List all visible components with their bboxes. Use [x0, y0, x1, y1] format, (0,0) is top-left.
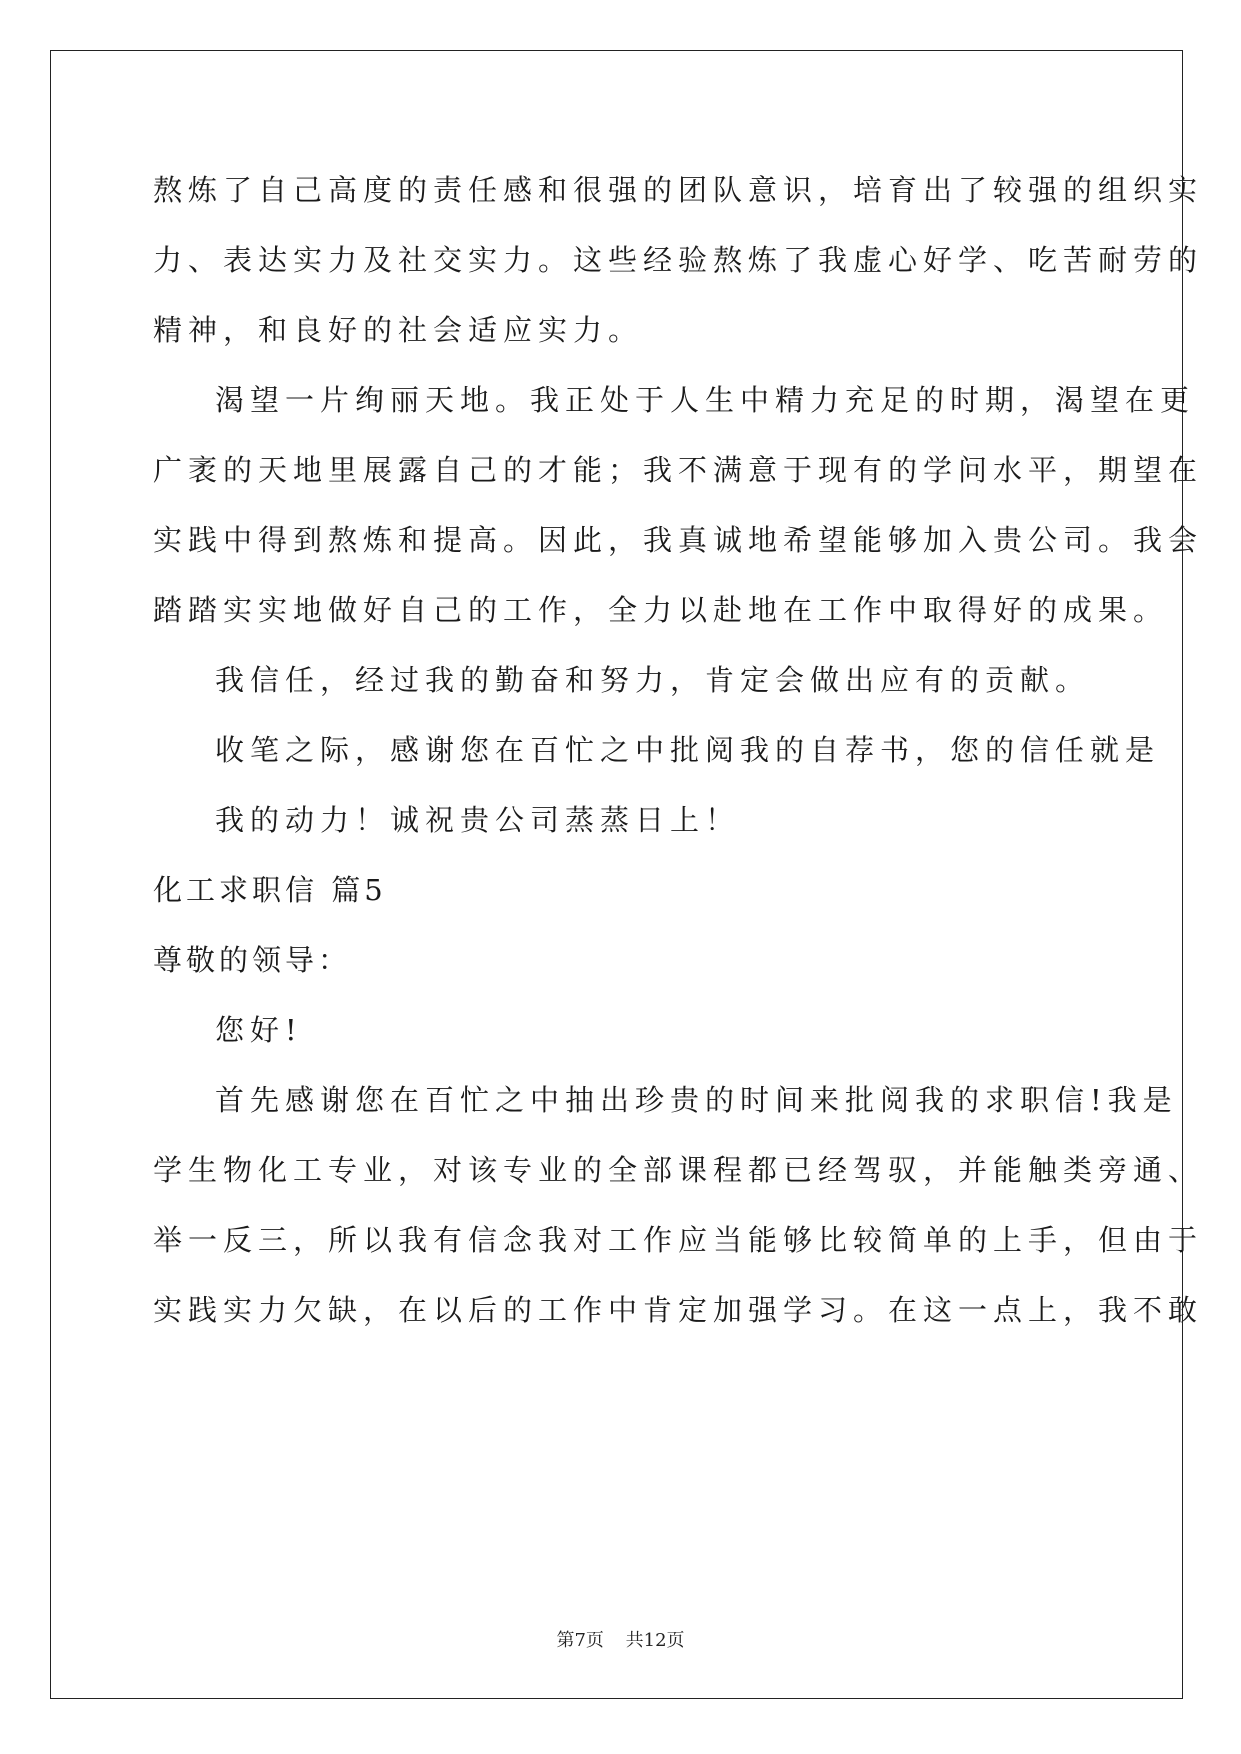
body-line: 精神，和良好的社会适应实力。	[153, 313, 644, 347]
greeting: 您好!	[215, 1013, 303, 1047]
body-line: 实践实力欠缺，在以后的工作中肯定加强学习。在这一点上，我不敢	[153, 1293, 1204, 1327]
body-line: 举一反三，所以我有信念我对工作应当能够比较简单的上手，但由于	[153, 1223, 1204, 1257]
body-line: 收笔之际，感谢您在百忙之中批阅我的自荐书，您的信任就是	[215, 733, 1161, 767]
body-line: 我信任，经过我的勤奋和努力，肯定会做出应有的贡献。	[215, 663, 1091, 697]
page-total: 共12页	[625, 1630, 685, 1651]
body-line: 踏踏实实地做好自己的工作，全力以赴地在工作中取得好的成果。	[153, 593, 1169, 627]
body-line: 广袤的天地里展露自己的才能；我不满意于现有的学问水平，期望在	[153, 453, 1204, 487]
page-footer	[0, 1626, 1241, 1652]
section-heading: 化工求职信 篇5	[153, 873, 387, 907]
body-line: 熬炼了自己高度的责任感和很强的团队意识，培育出了较强的组织实	[153, 173, 1204, 207]
body-line: 力、表达实力及社交实力。这些经验熬炼了我虚心好学、吃苦耐劳的	[153, 243, 1204, 277]
body-line: 学生物化工专业，对该专业的全部课程都已经驾驭，并能触类旁通、	[153, 1153, 1204, 1187]
salutation: 尊敬的领导：	[153, 943, 352, 977]
body-line: 实践中得到熬炼和提高。因此，我真诚地希望能够加入贵公司。我会	[153, 523, 1204, 557]
body-line: 渴望一片绚丽天地。我正处于人生中精力充足的时期，渴望在更	[215, 383, 1196, 417]
body-line: 我的动力！诚祝贵公司蒸蒸日上！	[215, 803, 741, 837]
page-number: 第7页	[556, 1630, 604, 1651]
body-line: 首先感谢您在百忙之中抽出珍贵的时间来批阅我的求职信!我是	[215, 1083, 1178, 1117]
